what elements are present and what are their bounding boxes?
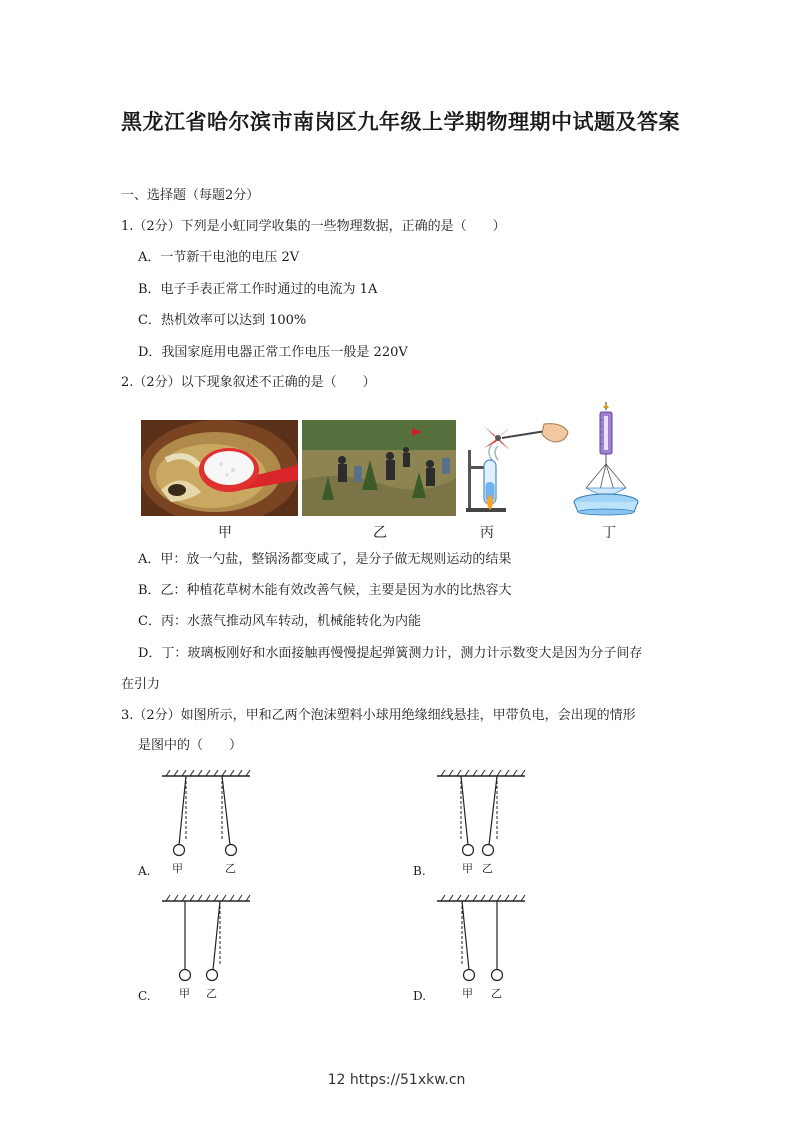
q3-stem-continued: 是图中的（ ） xyxy=(138,738,243,753)
q1-stem: 1.（2分）下列是小虹同学收集的一些物理数据，正确的是（ ） xyxy=(121,219,506,234)
steam-windmill-illustration xyxy=(462,420,572,516)
q2-caption-yi: 乙 xyxy=(373,525,387,541)
q3-c-label-yi: 乙 xyxy=(206,987,217,1000)
q2-caption-ding: 丁 xyxy=(602,525,616,541)
q3-option-c: C. xyxy=(138,989,151,1003)
q3-option-a: A. xyxy=(138,864,151,878)
q3-diagram-a xyxy=(160,768,252,860)
q3-stem: 3.（2分）如图所示，甲和乙两个泡沫塑料小球用绝缘细线悬挂，甲带负电，会出现的情形 xyxy=(121,708,636,723)
q2-caption-jia: 甲 xyxy=(218,525,232,541)
q3-b-label-jia: 甲 xyxy=(462,862,473,875)
q3-d-label-jia: 甲 xyxy=(462,987,473,1000)
q2-option-a: A．甲：放一勺盐，整锅汤都变咸了，是分子做无规则运动的结果 xyxy=(138,552,512,567)
q3-c-label-jia: 甲 xyxy=(179,987,190,1000)
q1-option-c: C．热机效率可以达到 100% xyxy=(138,313,307,328)
q3-a-label-yi: 乙 xyxy=(225,862,236,875)
salt-soup-photo xyxy=(141,420,298,516)
q3-diagram-d xyxy=(435,893,527,985)
q3-diagram-c xyxy=(160,893,252,985)
q2-caption-bing: 丙 xyxy=(480,525,494,541)
spring-scale-glass-illustration xyxy=(572,402,644,516)
q2-option-d: D．丁：玻璃板刚好和水面接触再慢慢提起弹簧测力计，测力计示数变大是因为分子间存 xyxy=(138,646,643,661)
q3-diagram-b xyxy=(435,768,527,860)
q3-a-label-jia: 甲 xyxy=(172,862,183,875)
q3-option-b: B. xyxy=(413,864,426,878)
q1-option-d: D．我国家庭用电器正常工作电压一般是 220V xyxy=(138,345,408,360)
tree-planting-photo xyxy=(302,420,456,516)
q2-stem: 2.（2分）以下现象叙述不正确的是（ ） xyxy=(121,375,376,390)
section-heading: 一、选择题（每题2分） xyxy=(121,188,260,203)
q1-option-a: A．一节新干电池的电压 2V xyxy=(138,250,300,265)
page-footer: 12 https://51xkw.cn xyxy=(327,1072,466,1088)
page-title: 黑龙江省哈尔滨市南岗区九年级上学期物理期中试题及答案 xyxy=(121,110,680,134)
q2-option-c: C．丙：水蒸气推动风车转动，机械能转化为内能 xyxy=(138,614,421,629)
q1-option-b: B．电子手表正常工作时通过的电流为 1A xyxy=(138,282,378,297)
q2-option-b: B．乙：种植花草树木能有效改善气候，主要是因为水的比热容大 xyxy=(138,583,512,598)
q3-option-d: D. xyxy=(413,989,427,1003)
q3-d-label-yi: 乙 xyxy=(491,987,502,1000)
q3-b-label-yi: 乙 xyxy=(482,862,493,875)
q2-option-d-continued: 在引力 xyxy=(121,677,161,692)
